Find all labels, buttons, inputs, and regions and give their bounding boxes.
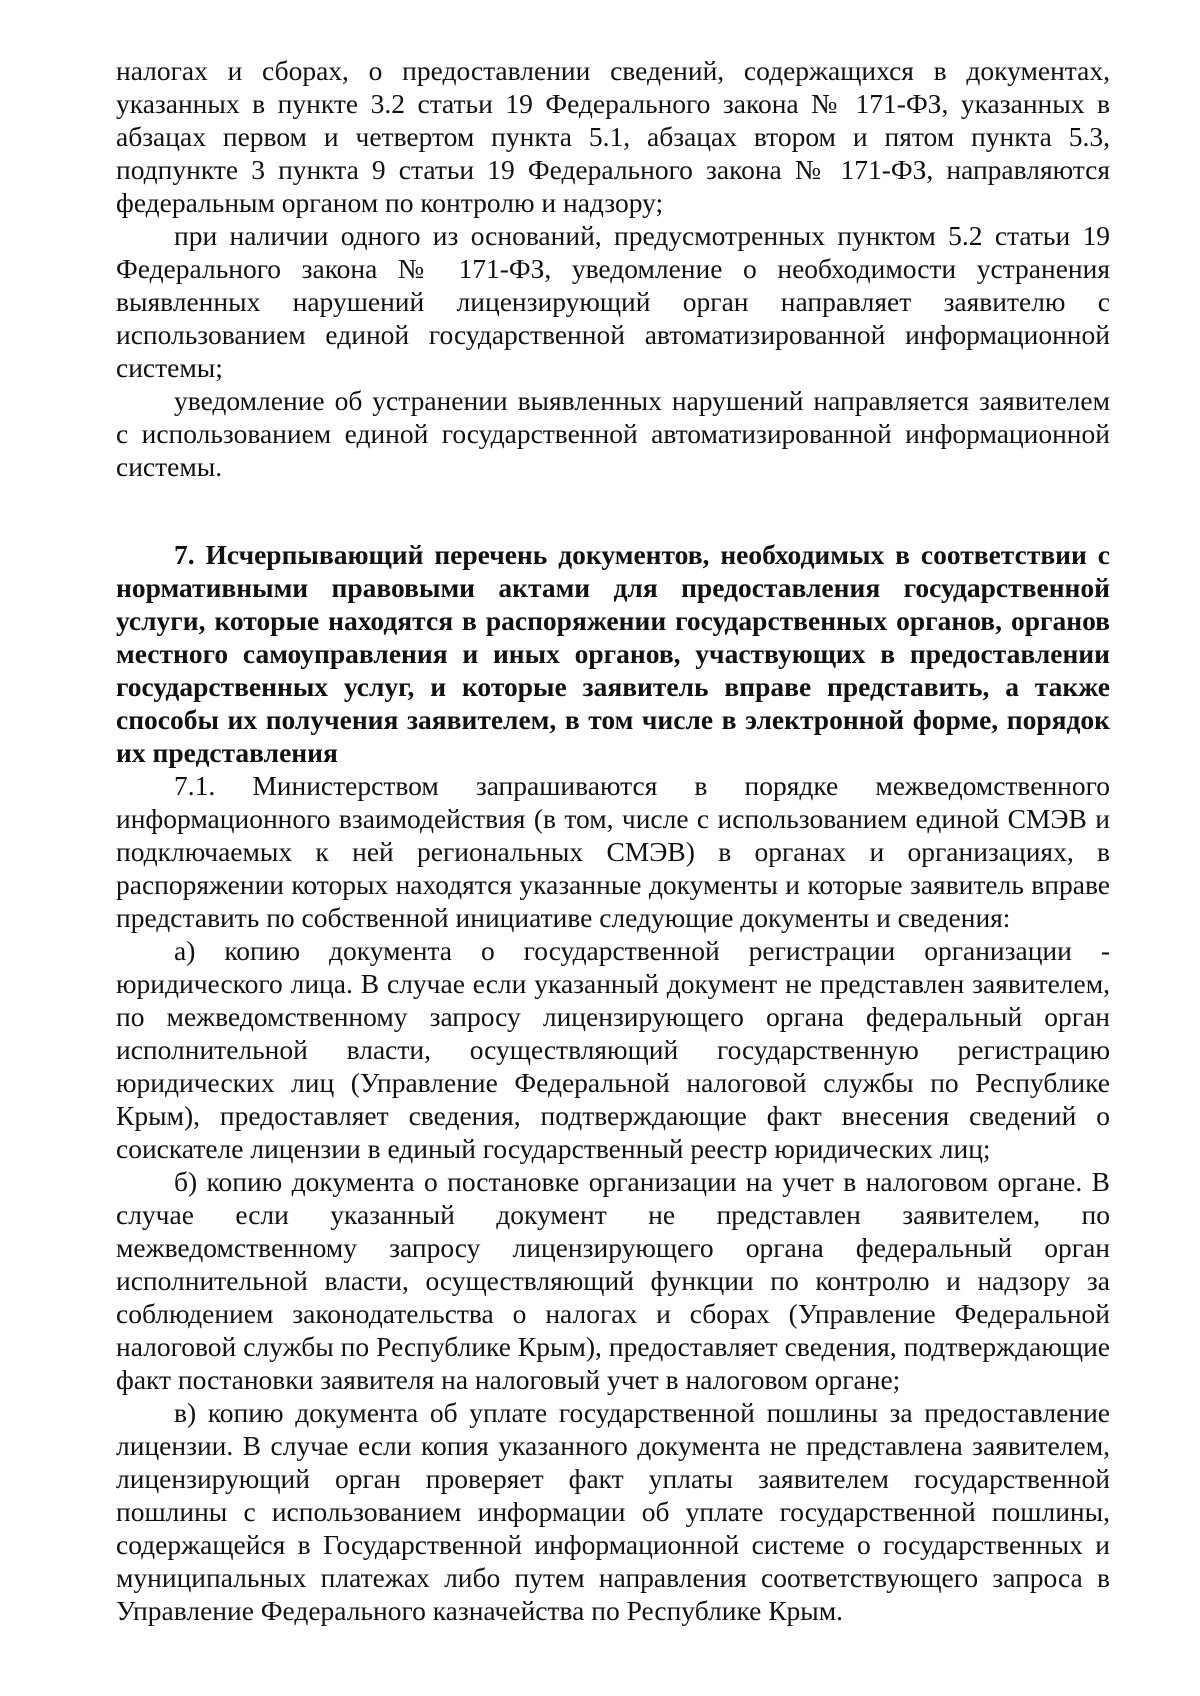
paragraph-item-b: б) копию документа о постановке организации на учет в налоговом органе. В случае если указанный документ не представлен заявителем, по межведомственному запросу лицензирующего органа федеральный орган исполнительной власти, осуществляющий функции по контролю и надзору за соблюдением законодательства о налогах и сборах (Управление Федеральной налоговой службы по Республике Крым), предоставляет сведения, подтверждающие факт постановки заявителя на налоговый учет в налоговом органе; bbox=[116, 1166, 1110, 1395]
paragraph-item-v: в) копию документа об уплате государственной пошлины за предоставление лицензии. В случае если копия указанного документа не представлена заявителем, лицензирующий орган проверяет факт уплаты заявителем государственной пошлины с использованием информации об уплате государственной пошлины, содержащейся в Государственной информационной системе о государственных и муниципальных платежах либо путем направления соответствующего запроса в Управление Федерального казначейства по Республике Крым. bbox=[116, 1397, 1110, 1626]
document-page bbox=[116, 54, 1110, 1627]
paragraph-7-1: 7.1. Министерством запрашиваются в порядке межведомственного информационного взаимодействия (в том, числе с использованием единой СМЭВ и подключаемых к ней региональных СМЭВ) в органах и организациях, в распоряжении которых находятся указанные документы и которые заявитель вправе представить по собственной инициативе следующие документы и сведения: bbox=[116, 770, 1110, 933]
section-7-heading: 7. Исчерпывающий перечень документов, необходимых в соответствии с нормативными правовыми актами для предоставления государственной услуги, которые находятся в распоряжении государственных органов, органов местного самоуправления и иных органов, участвующих в предоставлении государственных услуг, и которые заявитель вправе представить, а также способы их получения заявителем, в том числе в электронной форме, порядок их представления bbox=[116, 539, 1110, 768]
paragraph-continuation: налогах и сборах, о предоставлении сведений, содержащихся в документах, указанных в пункте 3.2 статьи 19 Федерального закона № 171-ФЗ, указанных в абзацах первом и четвертом пункта 5.1, абзацах втором и пятом пункта 5.3, подпункте 3 пункта 9 статьи 19 Федерального закона № 171-ФЗ, направляются федеральным органом по контролю и надзору; bbox=[116, 55, 1110, 218]
paragraph-violation-notice: при наличии одного из оснований, предусмотренных пунктом 5.2 статьи 19 Федерального закона № 171-ФЗ, уведомление о необходимости устранения выявленных нарушений лицензирующий орган направляет заявителю с использованием единой государственной автоматизированной информационной системы; bbox=[116, 220, 1110, 383]
paragraph-violation-fixed: уведомление об устранении выявленных нарушений направляется заявителем с использованием единой государственной автоматизированной информационной системы. bbox=[116, 385, 1110, 482]
paragraph-item-a: а) копию документа о государственной регистрации организации - юридического лица. В случае если указанный документ не представлен заявителем, по межведомственному запросу лицензирующего органа федеральный орган исполнительной власти, осуществляющий государственную регистрацию юридических лиц (Управление Федеральной налоговой службы по Республике Крым), предоставляет сведения, подтверждающие факт внесения сведений о соискателе лицензии в единый государственный реестр юридических лиц; bbox=[116, 935, 1110, 1164]
